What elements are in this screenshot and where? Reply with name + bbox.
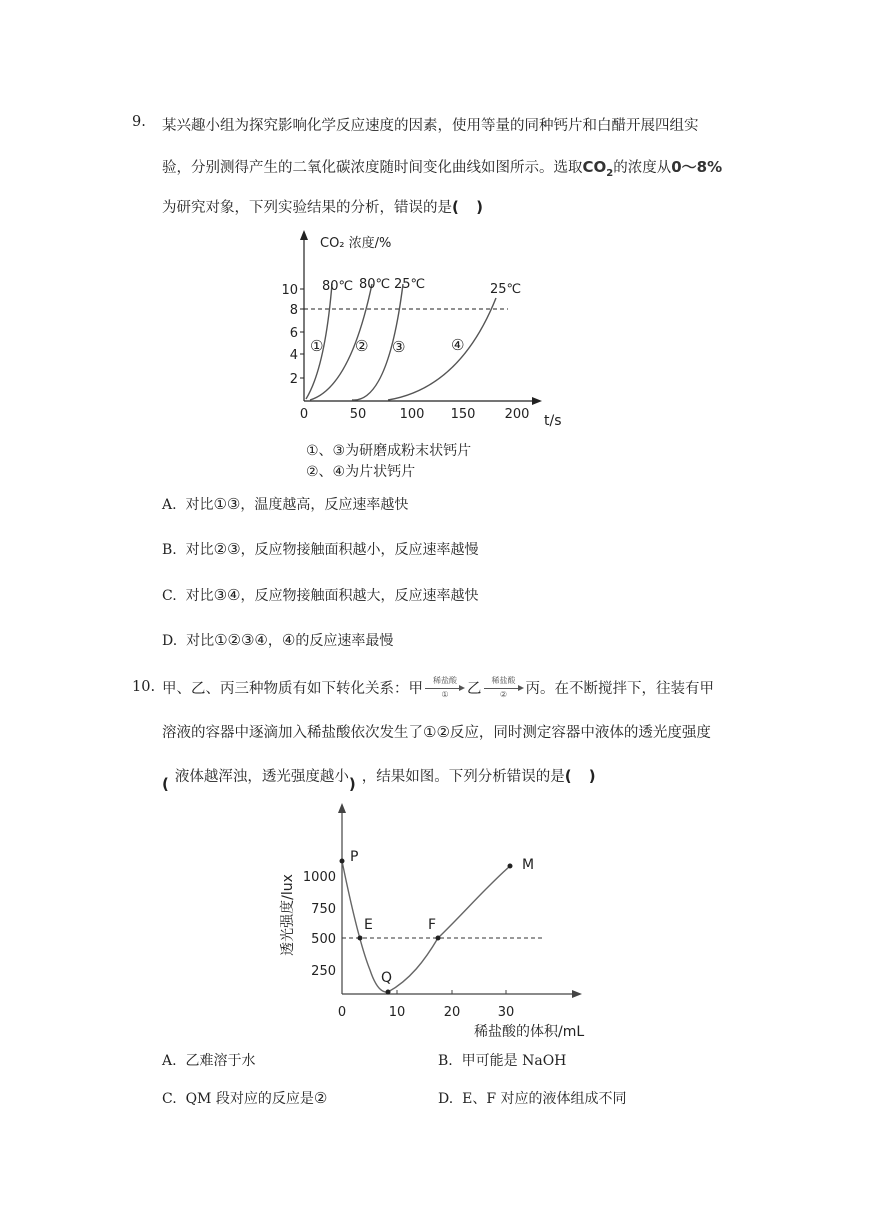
q9-line2-text-b: 的浓度从 — [613, 160, 672, 176]
question-10-number: 10. — [132, 679, 156, 695]
option-a[interactable]: A. 对比①③，温度越高，反应速率越快 — [162, 495, 409, 513]
x-axis-label: 稀盐酸的体积/mL — [474, 1024, 585, 1040]
chart-note-2: ②、④为片状钙片 — [306, 464, 416, 480]
x-tick-label: 0 — [299, 407, 309, 422]
point-p-label: P — [350, 849, 359, 865]
x-tick-label: 0 — [337, 1005, 347, 1020]
y-tick-label: 500 — [311, 932, 336, 947]
point-e-label: E — [364, 917, 373, 933]
q10-line1: 甲、乙、丙三种物质有如下转化关系：甲 稀盐酸 ① 乙 稀盐酸 ② 丙。在不断搅拌下，往装有甲 — [162, 676, 714, 699]
x-tick-label: 20 — [443, 1005, 461, 1020]
y-tick-label: 250 — [311, 964, 336, 979]
curve-2-label: ② — [355, 337, 369, 355]
curve-1-temp: 80℃ — [322, 279, 354, 294]
x-tick-label: 100 — [399, 407, 425, 422]
x-axis-arrow — [572, 990, 582, 998]
point-q-label: Q — [381, 970, 393, 986]
point-m-label: M — [522, 857, 535, 873]
answer-paren: ( ) — [564, 767, 602, 785]
point-f-label: F — [428, 917, 437, 933]
q9-line3 — [162, 196, 489, 217]
x-tick-label: 30 — [497, 1005, 515, 1020]
q10-option-d[interactable]: D. E、F 对应的液体组成不同 — [438, 1091, 627, 1107]
x-tick-label: 150 — [450, 407, 476, 422]
option-c[interactable]: C. 对比③④，反应物接触面积越大，反应速率越快 — [162, 586, 479, 604]
reaction-arrow-1: 稀盐酸 ① — [425, 679, 465, 699]
y-axis-arrow — [338, 803, 346, 813]
y-axis-label: 透光强度/lux — [280, 874, 296, 956]
curve-3-temp: 25℃ — [394, 277, 426, 292]
y-tick-label: 10 — [281, 283, 298, 298]
chart-note-1: ①、③为研磨成粉末状钙片 — [306, 443, 472, 459]
q10-option-b[interactable]: B. 甲可能是 NaOH — [438, 1053, 567, 1069]
q10-line2: 溶液的容器中逐滴加入稀盐酸依次发生了①②反应，同时测定容器中液体的透光度强度 — [162, 723, 711, 741]
y-tick-label: 6 — [289, 326, 298, 341]
q10-option-a[interactable]: A. 乙难溶于水 — [162, 1053, 256, 1069]
x-axis-label: t/s — [544, 413, 562, 429]
q9-line2 — [162, 156, 722, 179]
point-q — [386, 990, 391, 995]
answer-paren: ( ) — [452, 198, 489, 216]
curve-3-label: ③ — [392, 338, 406, 356]
x-tick-label: 200 — [504, 407, 530, 422]
question-9-number: 9. — [132, 114, 146, 130]
x-tick-label: 10 — [388, 1005, 406, 1020]
concentration-range: 0～8% — [671, 158, 723, 176]
curve-2-temp: 80℃ — [359, 277, 391, 292]
y-axis-label: CO₂ 浓度/% — [320, 236, 392, 251]
x-axis-arrow — [532, 397, 542, 405]
point-p — [340, 859, 345, 864]
co2-chart — [270, 228, 570, 488]
point-m — [508, 864, 513, 869]
curve-4-temp: 25℃ — [490, 282, 522, 297]
q9-line2-text: 验，分别测得产生的二氧化碳浓度随时间变化曲线如图所示。选取 — [162, 160, 583, 176]
q9-line1: 某兴趣小组为探究影响化学反应速度的因素，使用等量的同种钙片和白醋开展四组实 — [162, 118, 699, 134]
x-tick-label: 50 — [349, 407, 367, 422]
y-tick-label: 8 — [289, 303, 298, 318]
y-tick-label: 1000 — [302, 870, 336, 885]
q10-option-c[interactable]: C. QM 段对应的反应是② — [162, 1089, 328, 1107]
point-f — [436, 936, 441, 941]
y-tick-label: 750 — [311, 902, 336, 917]
transmittance-chart — [270, 800, 610, 1045]
option-b[interactable]: B. 对比②③，反应物接触面积越小，反应速率越慢 — [162, 540, 479, 558]
q10-line3: (液体越浑浊，透光强度越小)，结果如图。下列分析错误的是( ) — [162, 767, 602, 793]
y-axis-arrow — [300, 230, 308, 240]
curve-4-label: ④ — [451, 336, 465, 354]
y-tick-label: 2 — [289, 372, 298, 387]
point-e — [358, 936, 363, 941]
curve-1-label: ① — [310, 337, 324, 355]
option-d[interactable]: D. 对比①②③④，④的反应速率最慢 — [162, 631, 394, 649]
co2-formula: $CO_2$ — [582, 158, 614, 179]
y-tick-label: 4 — [289, 348, 298, 363]
q9-line3-text: 为研究对象，下列实验结果的分析，错误的是 — [162, 200, 452, 216]
reaction-arrow-2: 稀盐酸 ② — [484, 679, 524, 699]
